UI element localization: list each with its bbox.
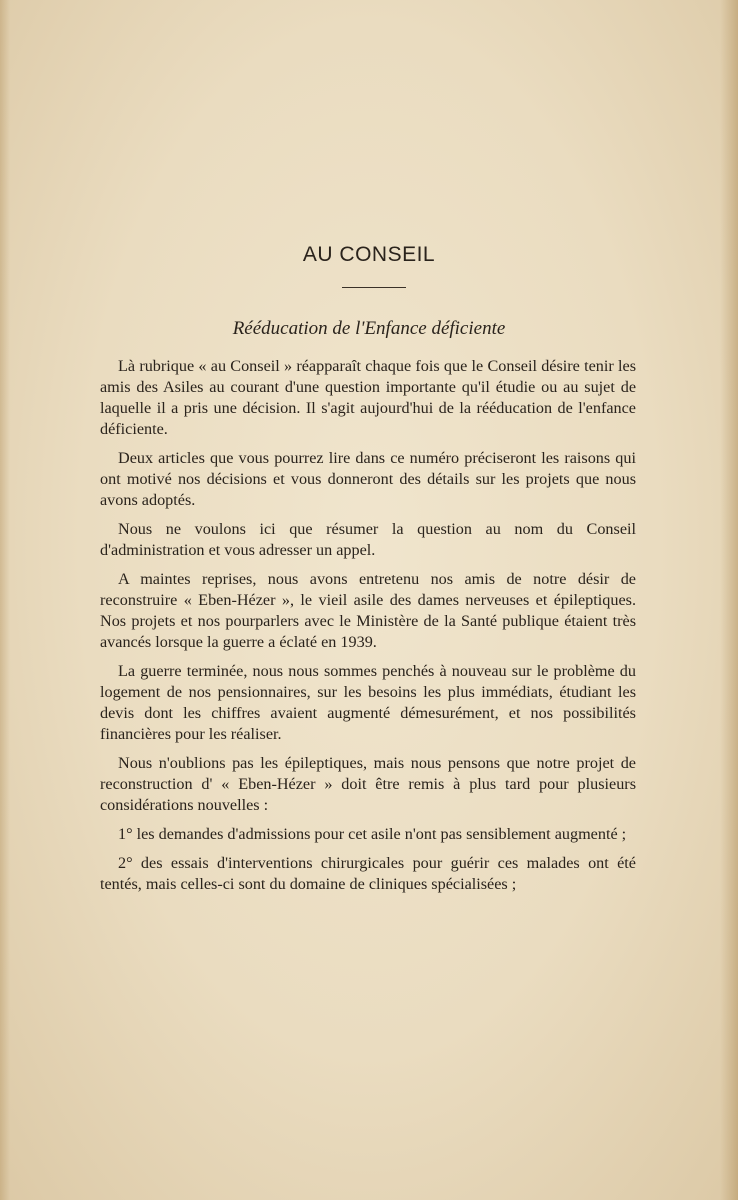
page-subtitle: Rééducation de l'Enfance déficiente [232, 318, 506, 339]
title-divider [342, 287, 406, 288]
paragraph: Nous n'oublions pas les épileptiques, mais nous pensons que notre projet de reconstruction d' « Eben-Hézer » doit être remis à plus tard pour plusieurs considérations nouvelles : [100, 754, 636, 814]
paragraph: Là rubrique « au Conseil » réapparaît chaque fois que le Conseil désire tenir les amis des Asiles au courant d'une question importante qu'il étudie ou au sujet de laquelle il a pris une décision. Il s'agit aujourd'hui de la rééducation de l'enfance déficiente. [100, 357, 636, 438]
paragraph: La guerre terminée, nous nous sommes penchés à nouveau sur le problème du logement de nos pensionnaires, sur les besoins les plus immédiats, étudiant les devis dont les chiffres avaient augmenté démesurément, et nos possibilités financières pour les réaliser. [100, 662, 636, 743]
list-item: 2° des essais d'interventions chirurgicales pour guérir ces malades ont été tentés, mais celles-ci sont du domaine de cliniques spécialisées ; [100, 854, 636, 893]
paragraph: Deux articles que vous pourrez lire dans ce numéro préciseront les raisons qui ont motivé nos décisions et vous donneront des détails sur les projets que nous avons adoptés. [100, 449, 636, 509]
paragraph: A maintes reprises, nous avons entretenu nos amis de notre désir de reconstruire « Eben-Hézer », le vieil asile des dames nerveuses et épileptiques. Nos projets et nos pourparlers avec le Ministère de la Santé publique étaient très avancés lorsque la guerre a éclaté en 1939. [100, 570, 636, 651]
page-title: AU CONSEIL [302, 243, 436, 266]
article-body [100, 356, 636, 903]
paragraph: Nous ne voulons ici que résumer la question au nom du Conseil d'administration et vous adresser un appel. [100, 520, 636, 559]
list-item: 1° les demandes d'admissions pour cet asile n'ont pas sensiblement augmenté ; [118, 825, 627, 843]
